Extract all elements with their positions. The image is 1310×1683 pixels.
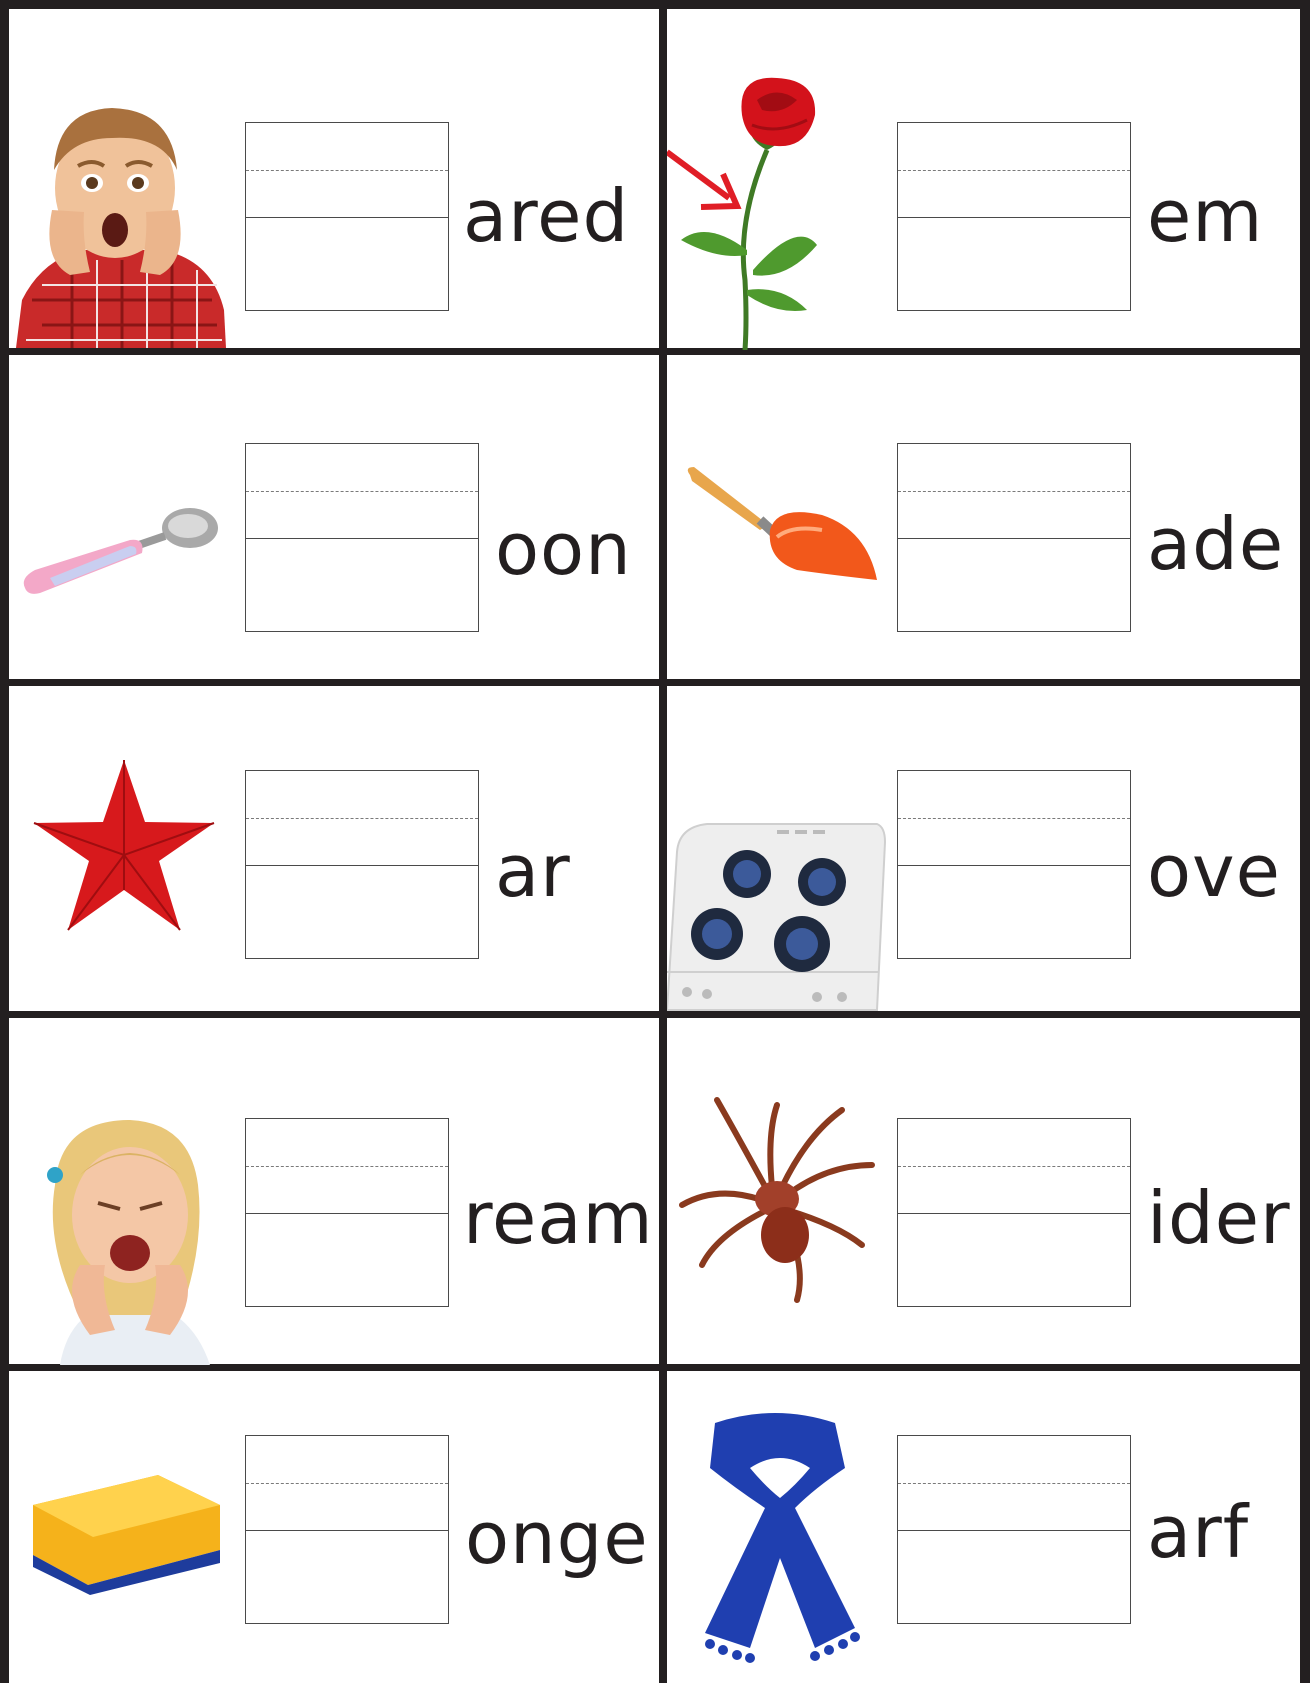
surprised-boy-picture (12, 100, 227, 348)
guide-dashed-line (246, 170, 448, 171)
star-picture (32, 760, 217, 935)
spade-picture (682, 465, 882, 595)
guide-dashed-line (246, 818, 478, 819)
grid-right-border (1300, 0, 1310, 1683)
spider-picture (677, 1095, 877, 1305)
word-ending: ream (463, 1176, 654, 1260)
guide-middle-line (898, 865, 1130, 866)
word-ending: ared (463, 174, 630, 258)
guide-dashed-line (898, 491, 1130, 492)
word-ending: ade (1147, 502, 1285, 586)
word-ending: ider (1147, 1176, 1291, 1260)
guide-middle-line (898, 217, 1130, 218)
guide-middle-line (246, 538, 478, 539)
grid-center-divider (659, 0, 667, 1683)
guide-dashed-line (246, 1166, 448, 1167)
guide-dashed-line (898, 1483, 1130, 1484)
answer-box[interactable] (245, 1118, 449, 1307)
answer-box[interactable] (245, 443, 479, 632)
answer-box[interactable] (897, 1435, 1131, 1624)
guide-middle-line (246, 217, 448, 218)
grid-row-divider-2 (0, 679, 1310, 686)
answer-box[interactable] (897, 122, 1131, 311)
rose-stem-picture (667, 70, 867, 350)
guide-middle-line (898, 538, 1130, 539)
sponge-picture (28, 1475, 223, 1595)
grid-row-divider-3 (0, 1011, 1310, 1018)
word-ending: arf (1147, 1490, 1250, 1574)
guide-dashed-line (246, 491, 478, 492)
answer-box[interactable] (245, 1435, 449, 1624)
guide-dashed-line (898, 1166, 1130, 1167)
word-ending: onge (465, 1496, 649, 1580)
grid-row-divider-1 (0, 348, 1310, 355)
guide-middle-line (246, 865, 478, 866)
guide-dashed-line (246, 1483, 448, 1484)
guide-middle-line (246, 1530, 448, 1531)
guide-middle-line (898, 1213, 1130, 1214)
guide-dashed-line (898, 170, 1130, 171)
stove-picture (667, 822, 887, 1012)
answer-box[interactable] (897, 770, 1131, 959)
grid-top-border (0, 0, 1310, 9)
word-ending: em (1147, 174, 1264, 258)
scarf-picture (695, 1408, 865, 1663)
word-ending: oon (495, 507, 632, 591)
screaming-girl-picture (20, 1115, 240, 1365)
guide-dashed-line (898, 818, 1130, 819)
spoon-picture (20, 498, 220, 598)
guide-middle-line (898, 1530, 1130, 1531)
word-ending: ar (495, 829, 571, 913)
answer-box[interactable] (897, 443, 1131, 632)
answer-box[interactable] (897, 1118, 1131, 1307)
word-ending: ove (1147, 829, 1281, 913)
guide-middle-line (246, 1213, 448, 1214)
grid-left-border (0, 0, 9, 1683)
grid-row-divider-4 (0, 1364, 1310, 1371)
answer-box[interactable] (245, 122, 449, 311)
answer-box[interactable] (245, 770, 479, 959)
